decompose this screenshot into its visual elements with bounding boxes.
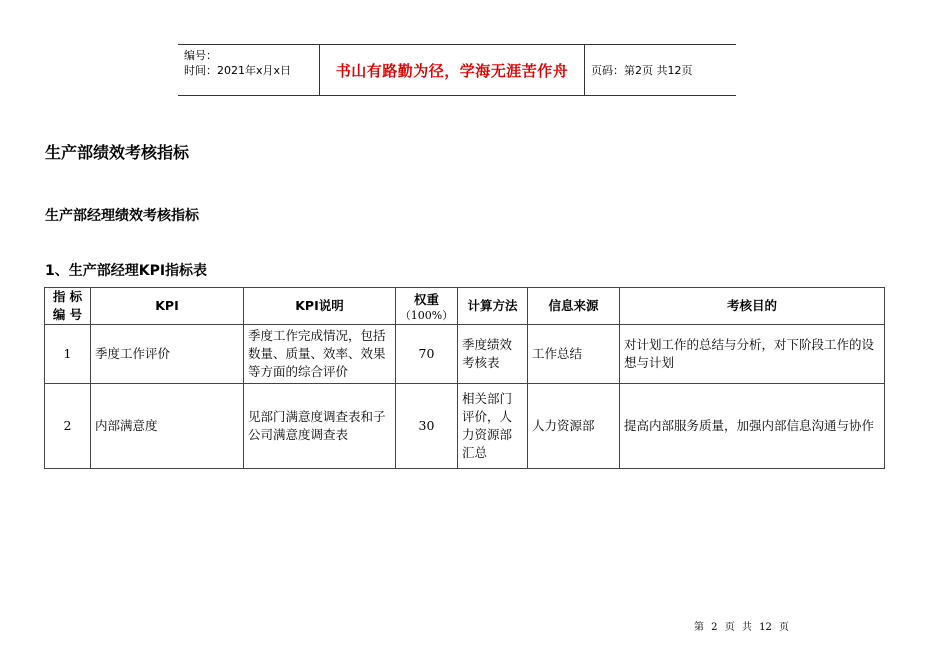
table-row bbox=[45, 325, 885, 384]
cell-weight: 70 bbox=[396, 325, 458, 384]
cell-kpi: 内部满意度 bbox=[91, 384, 244, 469]
header-meta bbox=[178, 45, 320, 95]
table-header-row bbox=[45, 288, 885, 325]
cell-purpose: 提高内部服务质量，加强内部信息沟通与协作 bbox=[620, 384, 885, 469]
page-footer: 第 2 页 共 12 页 bbox=[694, 622, 789, 633]
page-title: 生产部绩效考核指标 bbox=[45, 143, 190, 162]
column-header-weight-label: 权重 bbox=[413, 291, 439, 307]
cell-weight: 30 bbox=[396, 384, 458, 469]
column-header-index-line2: 编 号 bbox=[52, 307, 83, 322]
number-label: 编号： bbox=[184, 49, 217, 62]
cell-desc: 见部门满意度调查表和子公司满意度调查表 bbox=[244, 384, 396, 469]
column-header-weight-unit: （100%） bbox=[399, 308, 454, 322]
column-header-source: 信息来源 bbox=[528, 288, 620, 325]
header-page-info: 页码：第2页 共12页 bbox=[591, 64, 693, 77]
cell-kpi: 季度工作评价 bbox=[91, 325, 244, 384]
cell-purpose: 对计划工作的总结与分析，对下阶段工作的设想与计划 bbox=[620, 325, 885, 384]
cell-source: 人力资源部 bbox=[528, 384, 620, 469]
column-header-index bbox=[45, 288, 91, 325]
table-row bbox=[45, 384, 885, 469]
header-motto: 书山有路勤为径，学海无涯苦作舟 bbox=[320, 45, 585, 95]
cell-no: 1 bbox=[45, 325, 91, 384]
cell-method: 相关部门评价，人力资源部汇总 bbox=[458, 384, 528, 469]
cell-no: 2 bbox=[45, 384, 91, 469]
column-header-desc: KPI说明 bbox=[244, 288, 396, 325]
column-header-kpi: KPI bbox=[91, 288, 244, 325]
cell-source: 工作总结 bbox=[528, 325, 620, 384]
column-header-method: 计算方法 bbox=[458, 288, 528, 325]
cell-method: 季度绩效考核表 bbox=[458, 325, 528, 384]
column-header-purpose: 考核目的 bbox=[620, 288, 885, 325]
time-label: 时间：2021年x月x日 bbox=[184, 64, 292, 77]
table-title: 1、生产部经理KPI指标表 bbox=[45, 263, 208, 279]
column-header-weight bbox=[396, 288, 458, 325]
document-header bbox=[178, 44, 736, 96]
section-subtitle: 生产部经理绩效考核指标 bbox=[45, 208, 199, 224]
kpi-table bbox=[44, 287, 885, 469]
column-header-index-line1: 指 标 bbox=[52, 289, 83, 304]
cell-desc: 季度工作完成情况，包括数量、质量、效率、效果等方面的综合评价 bbox=[244, 325, 396, 384]
